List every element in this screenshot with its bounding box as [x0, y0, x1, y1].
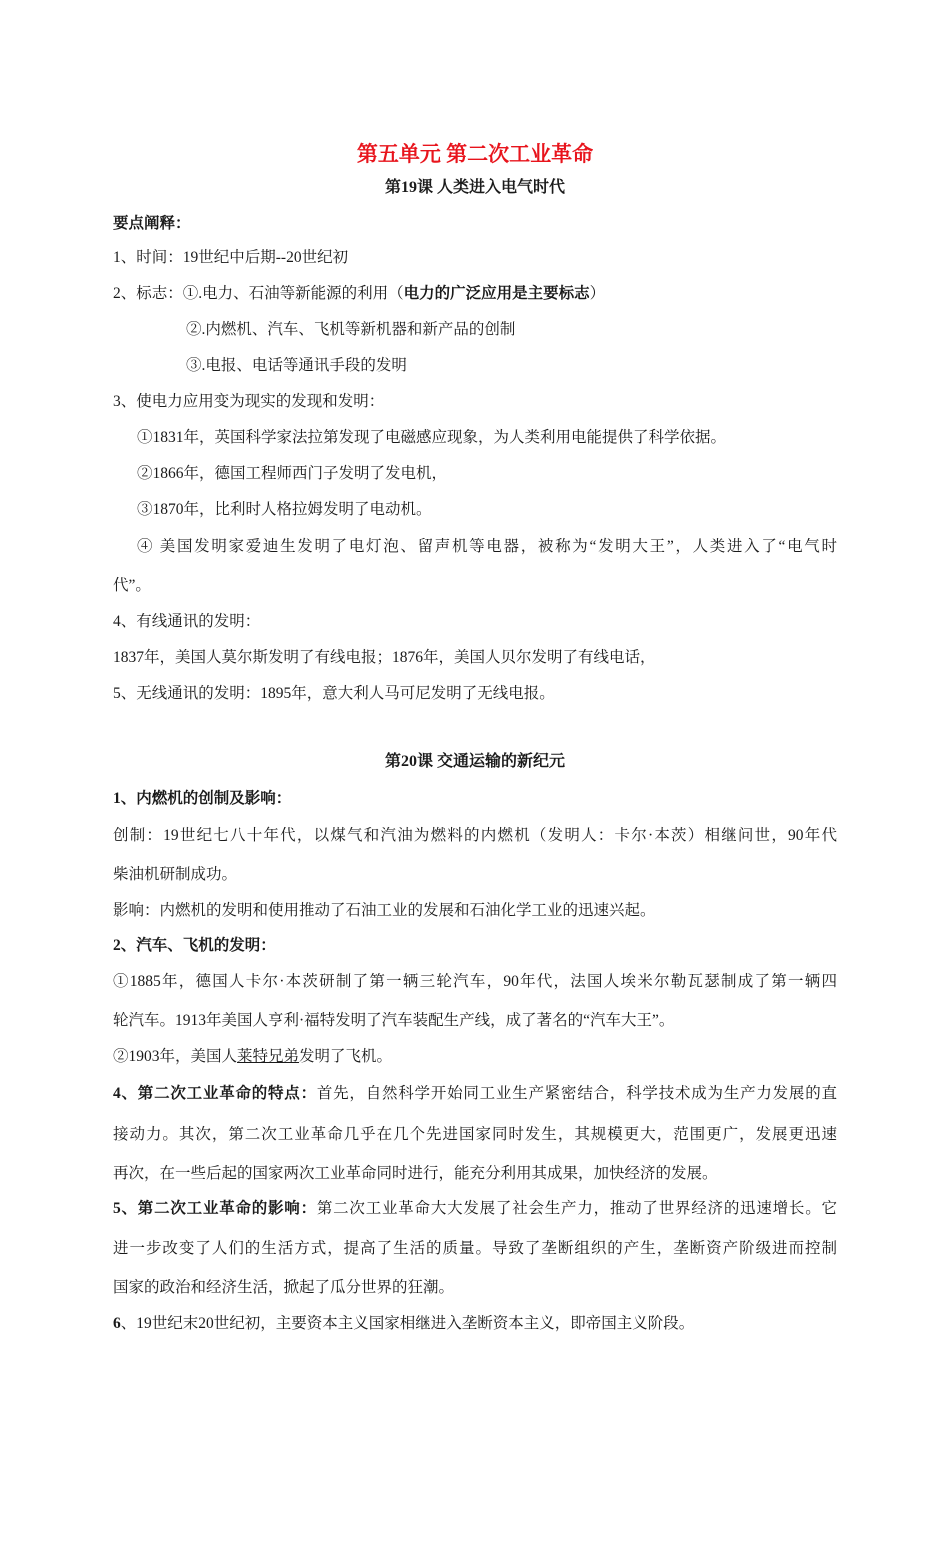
- wright-brothers: 莱特兄弟: [237, 1048, 300, 1065]
- section-5-line-1: [113, 1199, 837, 1219]
- lesson-20-title: 第20课 交通运输的新纪元: [384, 753, 565, 770]
- section-2-heading: 2、汽车、飞机的发明：: [113, 937, 276, 954]
- point-3b: ②1866年，德国工程师西门子发明了发电机，: [137, 465, 448, 482]
- lesson-19-title: 第19课 人类进入电气时代: [384, 179, 565, 196]
- point-3d-line-2: 代”。: [113, 577, 151, 594]
- section-5-heading: 5、第二次工业革命的影响：: [113, 1200, 317, 1217]
- point-4a: 1837年，美国人莫尔斯发明了有线电报；1876年，美国人贝尔发明了有线电话，: [113, 649, 656, 666]
- point-3c: ③1870年，比利时人格拉姆发明了电动机。: [137, 501, 432, 518]
- point-5: 5、无线通讯的发明：1895年，意大利人马可尼发明了无线电报。: [113, 685, 555, 702]
- point-2-bold: 电力的广泛应用是主要标志: [403, 285, 590, 302]
- section-4-heading: 4、第二次工业革命的特点：: [113, 1085, 317, 1102]
- point-2-markers: [113, 284, 605, 304]
- section-6: [113, 1314, 694, 1334]
- section-4-line-2: 接动力。其次，第二次工业革命几乎在几个先进国家同时发生，其规模更大，范围更广，发展更迅速: [113, 1126, 837, 1143]
- section-4-line-1: [113, 1084, 837, 1104]
- key-points-heading: 要点阐释：: [113, 215, 191, 232]
- section-2-plane: [113, 1047, 392, 1067]
- unit-title: 第五单元 第二次工业革命: [356, 142, 594, 166]
- point-2b: ②.内燃机、汽车、飞机等新机器和新产品的创制: [186, 321, 516, 338]
- section-6-number: 6: [113, 1315, 121, 1332]
- point-3d-line-1: ④ 美国发明家爱迪生发明了电灯泡、留声机等电器，被称为“发明大王”，人类进入了“电气时: [137, 538, 837, 555]
- section-2-car-line-2: 轮汽车。1913年美国人亨利·福特发明了汽车装配生产线，成了著名的“汽车大王”。: [113, 1012, 675, 1029]
- section-1-creation-line-1: 创制：19世纪七八十年代，以煤气和汽油为燃料的内燃机（发明人：卡尔·本茨）相继问世，90年代: [113, 827, 837, 844]
- point-3-heading: 3、使电力应用变为现实的发现和发明：: [113, 393, 385, 410]
- section-1-impact: 影响：内燃机的发明和使用推动了石油工业的发展和石油化学工业的迅速兴起。: [113, 902, 656, 919]
- section-4-text-1: 首先，自然科学开始同工业生产紧密结合，科学技术成为生产力发展的直: [316, 1085, 837, 1102]
- section-4-line-3: 再次，在一些后起的国家两次工业革命同时进行，能充分利用其成果，加快经济的发展。: [113, 1165, 718, 1182]
- point-2c: ③.电报、电话等通讯手段的发明: [186, 357, 407, 374]
- plane-prefix: ②1903年，美国人: [113, 1048, 238, 1065]
- point-4-heading: 4、有线通讯的发明：: [113, 613, 261, 630]
- point-2-suffix: ）: [589, 285, 606, 302]
- section-6-text: 、19世纪末20世纪初，主要资本主义国家相继进入垄断资本主义，即帝国主义阶段。: [120, 1315, 695, 1332]
- plane-suffix: 发明了飞机。: [299, 1048, 393, 1065]
- section-5-line-3: 国家的政治和经济生活，掀起了瓜分世界的狂潮。: [113, 1279, 455, 1296]
- section-5-text-1: 第二次工业革命大大发展了社会生产力，推动了世界经济的迅速增长。它: [316, 1200, 837, 1217]
- section-1-creation-line-2: 柴油机研制成功。: [113, 866, 238, 883]
- point-1-time: 1、时间：19世纪中后期--20世纪初: [113, 249, 349, 266]
- section-1-heading: 1、内燃机的创制及影响：: [113, 790, 292, 807]
- section-2-car-line-1: ①1885年，德国人卡尔·本茨研制了第一辆三轮汽车，90年代，法国人埃米尔勒瓦瑟制成了第一辆四: [113, 973, 837, 990]
- point-3a: ①1831年，英国科学家法拉第发现了电磁感应现象，为人类利用电能提供了科学依据。: [137, 429, 727, 446]
- point-2-prefix: 2、标志：①.电力、石油等新能源的利用（: [113, 285, 404, 302]
- section-5-line-2: 进一步改变了人们的生活方式，提高了生活的质量。导致了垄断组织的产生，垄断资产阶级进而控制: [113, 1240, 837, 1257]
